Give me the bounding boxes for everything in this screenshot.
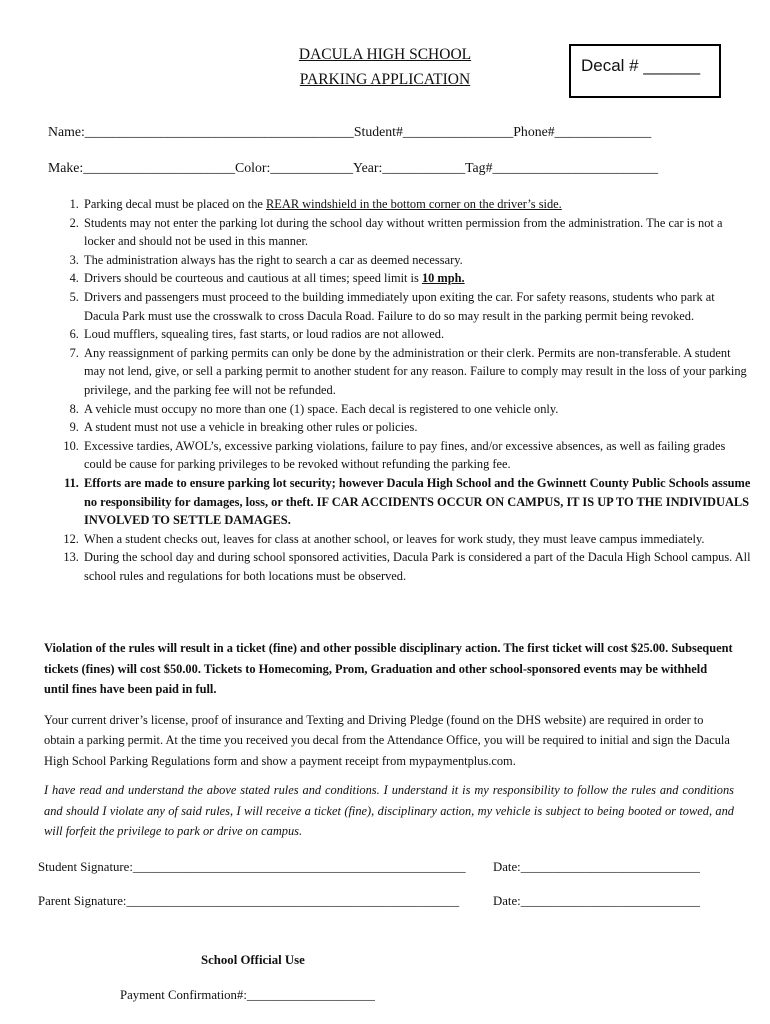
parent-date-line[interactable]: Date:____________________________ xyxy=(493,894,700,908)
rule-item: 4. Drivers should be courteous and cautious at all times; speed limit is 10 mph. xyxy=(82,269,752,288)
rules-list xyxy=(54,195,752,585)
rule-item: 2. Students may not enter the parking lot during the school day without written permission from the administration. The car is not a locker and should not be used in this manner. xyxy=(82,214,752,251)
parent-signature-line[interactable]: Parent Signature:____________________________________________________ xyxy=(38,894,460,908)
rule-item: 13. During the school day and during school sponsored activities, Dacula Park is considered a part of the Dacula High School campus. All school rules and regulations for both locations must be observed. xyxy=(82,548,752,585)
decal-label: Decal # ______ xyxy=(581,56,701,75)
student-date-line[interactable]: Date:____________________________ xyxy=(493,860,700,874)
rule-item: 10. Excessive tardies, AWOL’s, excessive parking violations, failure to pay fines, and/or excessive absences, as well as failing grades could be cause for parking privileges to be revoked without refunding the parking fee. xyxy=(82,437,752,474)
rule-item: 3. The administration always has the right to search a car as deemed necessary. xyxy=(82,251,752,270)
make-color-year-tag-fields[interactable]: Make:______________________Color:____________Year:____________Tag#________________________ xyxy=(48,160,659,175)
page-title-line2: PARKING APPLICATION xyxy=(299,71,471,88)
rule-item: 5. Drivers and passengers must proceed to the building immediately upon exiting the car. For safety reasons, students who park at Dacula Park must use the crosswalk to cross Dacula Road. Failure to do so may result in the parking permit being revoked. xyxy=(82,288,752,325)
rule-item: 1. Parking decal must be placed on the REAR windshield in the bottom corner on the driver’s side. xyxy=(82,195,752,214)
student-signature-line[interactable]: Student Signature:____________________________________________________ xyxy=(38,860,466,874)
rule-item: 12. When a student checks out, leaves for class at another school, or leaves for work study, they must leave campus immediately. xyxy=(82,530,752,549)
rule-item: 6. Loud mufflers, squealing tires, fast starts, or loud radios are not allowed. xyxy=(82,325,752,344)
decal-box[interactable] xyxy=(569,44,721,98)
rule-item: 7. Any reassignment of parking permits can only be done by the administration or their clerk. Permits are non-transferable. A student may not lend, give, or sell a parking permit to another student for any reason. Failure to comply may result in the loss of your parking privilege, and the parking fee will not be refunded. xyxy=(82,344,752,400)
payment-confirmation-line[interactable]: Payment Confirmation#:____________________ xyxy=(120,988,375,1002)
rule-item: 9. A student must not use a vehicle in breaking other rules or policies. xyxy=(82,418,752,437)
violation-notice: Violation of the rules will result in a ticket (fine) and other possible disciplinary action. The first ticket will cost $25.00. Subsequent tickets (fines) will cost $50.00. Tickets to Homecoming, Prom, Graduation and other school-sponsored events may be withheld until fines have been paid in full. xyxy=(44,641,733,697)
requirements-paragraph: Your current driver’s license, proof of insurance and Texting and Driving Pledge (found on the DHS website) are required in order to obtain a parking permit. At the time you received you decal from the Attendance Office, you will be required to initial and sign the Dacula High School Parking Regulations form and show a payment receipt from mypaymentplus.com. xyxy=(44,713,730,768)
school-official-use-heading: School Official Use xyxy=(201,953,305,967)
rule-item: 11. Efforts are made to ensure parking lot security; however Dacula High School and the Gwinnett County Public Schools assume no responsibility for damages, loss, or theft. IF CAR ACCIDENTS OCCUR ON CAMPUS, IT IS UP TO THE INDIVIDUALS INVOLVED TO SETTLE DAMAGES. xyxy=(82,474,752,530)
page-title-line1: DACULA HIGH SCHOOL xyxy=(298,46,472,63)
rule-item: 8. A vehicle must occupy no more than one (1) space. Each decal is registered to one vehicle only. xyxy=(82,400,752,419)
name-student-phone-fields[interactable]: Name:_______________________________________Student#________________Phone#______________ xyxy=(48,124,652,139)
agreement-statement: I have read and understand the above stated rules and conditions. I understand it is my responsibility to follow the rules and conditions and should I violate any of said rules, I will receive a ticket (fine), disciplinary action, my vehicle is subject to being booted or towed, and will forfeit the privilege to park or drive on campus. xyxy=(44,783,734,839)
